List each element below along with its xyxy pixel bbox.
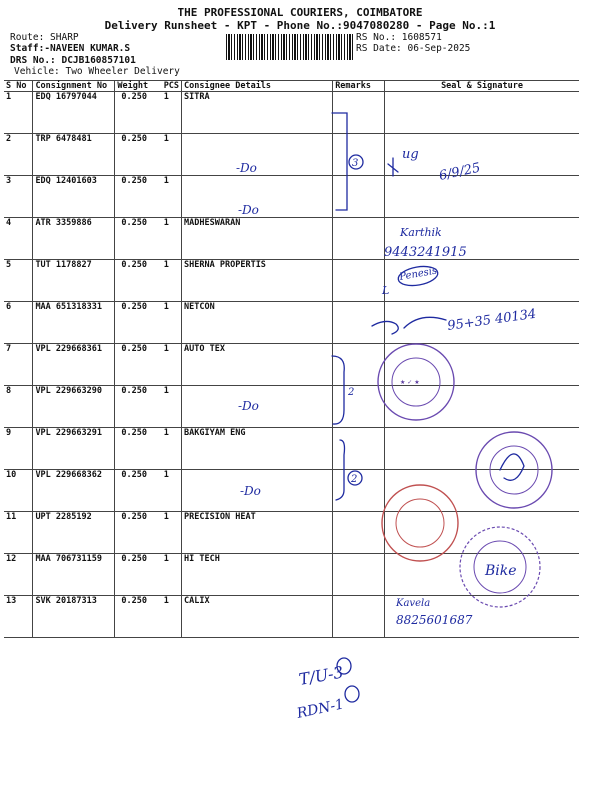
ditto-row-8: -Do <box>238 399 259 413</box>
row-pcs: 1 <box>162 260 182 302</box>
row-sno: 7 <box>4 344 33 386</box>
row-consignment-no: VPL 229663291 <box>33 428 115 470</box>
seal-bhagyam <box>476 432 552 508</box>
row-consignment-no: VPL 229663290 <box>33 386 115 428</box>
row-consignee: SHERNA PROPERTIS <box>182 260 333 302</box>
row-consignment-no: TUT 1178827 <box>33 260 115 302</box>
ditto-row-3: -Do <box>238 203 259 217</box>
signature-row-13-name: Kavela <box>396 598 431 609</box>
row-consignee: PRECISION HEAT <box>182 512 333 554</box>
row-weight: 0.250 <box>115 92 162 134</box>
row-weight: 0.250 <box>115 302 162 344</box>
row-sno: 12 <box>4 554 33 596</box>
row-sno: 3 <box>4 176 33 218</box>
row-pcs: 1 <box>162 470 182 512</box>
row-consignment-no: MAA 651318331 <box>33 302 115 344</box>
bracket-rows-7-8 <box>332 356 344 424</box>
row-sno: 2 <box>4 134 33 176</box>
row-weight: 0.250 <box>115 176 162 218</box>
signature-row-5: Penesis <box>398 265 438 283</box>
row-sno: 10 <box>4 470 33 512</box>
footer-tu: T/U-3 <box>297 662 345 689</box>
row-consignee: HI TECH <box>182 554 333 596</box>
ditto-row-10: -Do <box>240 484 261 498</box>
signature-row-13-phone: 8825601687 <box>396 613 473 627</box>
row-consignee: MADHESWARAN <box>182 218 333 260</box>
row-sno: 11 <box>4 512 33 554</box>
footer-rdn: RDN-1 <box>295 696 346 722</box>
vehicle-label: Vehicle: Two Wheeler Delivery <box>14 66 180 77</box>
row-sno: 13 <box>4 596 33 638</box>
row-pcs: 1 <box>162 92 182 134</box>
signature-mark-rows-1-3 <box>388 158 398 176</box>
row-weight: 0.250 <box>115 218 162 260</box>
row-pcs: 1 <box>162 386 182 428</box>
signature-row-12: Bike <box>485 563 517 579</box>
bracket-rows-9-10 <box>336 440 345 500</box>
bracket-count-3: 2 <box>351 474 358 485</box>
row-sno: 8 <box>4 386 33 428</box>
route-label: Route: SHARP <box>10 32 79 43</box>
row-pcs: 1 <box>162 134 182 176</box>
row-pcs: 1 <box>162 596 182 638</box>
row-weight: 0.250 <box>115 596 162 638</box>
col-remarks: Remarks <box>333 81 385 92</box>
row-consignment-no: EDQ 16797044 <box>33 92 115 134</box>
col-sno: S No <box>4 81 33 92</box>
row-sno: 1 <box>4 92 33 134</box>
row-consignment-no: VPL 229668361 <box>33 344 115 386</box>
row-pcs: 1 <box>162 218 182 260</box>
row-consignment-no: SVK 20187313 <box>33 596 115 638</box>
row-pcs: 1 <box>162 176 182 218</box>
signature-row-6: 95+35 40134 <box>446 306 538 334</box>
row-weight: 0.250 <box>115 428 162 470</box>
signature-row-4-phone: 9443241915 <box>384 245 467 260</box>
row-consignee: AUTO TEX <box>182 344 333 386</box>
row-weight: 0.250 <box>115 554 162 596</box>
rs-date: RS Date: 06-Sep-2025 <box>356 43 471 54</box>
row-consignee: BAKGIYAM ENG <box>182 428 333 470</box>
row-weight: 0.250 <box>115 512 162 554</box>
row-sno: 6 <box>4 302 33 344</box>
row-consignee: NETCON <box>182 302 333 344</box>
row-weight: 0.250 <box>115 260 162 302</box>
row-consignment-no: ATR 3359886 <box>33 218 115 260</box>
signature-rows-1-3-date: 6/9/25 <box>437 160 482 184</box>
row-consignment-no: MAA 706731159 <box>33 554 115 596</box>
row-sno: 9 <box>4 428 33 470</box>
signature-row-6-stroke <box>372 317 446 334</box>
row-pcs: 1 <box>162 344 182 386</box>
bracket-count-1: 3 <box>352 158 359 169</box>
signature-rows-1-3-initial: ug <box>402 147 419 162</box>
row-consignment-no: EDQ 12401603 <box>33 176 115 218</box>
bracket-rows-1-3 <box>332 113 347 210</box>
row-consignment-no: UPT 2285192 <box>33 512 115 554</box>
row-weight: 0.250 <box>115 344 162 386</box>
row-consignment-no: VPL 229668362 <box>33 470 115 512</box>
col-seal-signature: Seal & Signature <box>385 81 579 92</box>
ditto-row-2: -Do <box>236 161 257 175</box>
row-weight: 0.250 <box>115 386 162 428</box>
row-pcs: 1 <box>162 428 182 470</box>
document-subtitle: Delivery Runsheet - KPT - Phone No.:9047080280 - Page No.:1 <box>104 19 496 32</box>
row-weight: 0.250 <box>115 470 162 512</box>
col-consignment: Consignment No <box>33 81 115 92</box>
row-sno: 5 <box>4 260 33 302</box>
seal-precision-heat <box>382 485 458 561</box>
bracket-count-2: 2 <box>348 387 355 398</box>
col-consignee: Consignee Details <box>182 81 333 92</box>
row-pcs: 1 <box>162 554 182 596</box>
row-weight: 0.250 <box>115 134 162 176</box>
col-weight: Weight <box>115 81 162 92</box>
staff-label: Staff:-NAVEEN KUMAR.S <box>10 43 131 54</box>
row-sno: 4 <box>4 218 33 260</box>
row-consignee: SITRA <box>182 92 333 134</box>
row-pcs: 1 <box>162 512 182 554</box>
rs-number: RS No.: 1608571 <box>356 32 442 43</box>
col-pcs: PCS <box>162 81 182 92</box>
row-consignee: CALIX <box>182 596 333 638</box>
seal-autotex-text: ★ ✓ ★ <box>400 379 420 386</box>
row-consignment-no: TRP 6478481 <box>33 134 115 176</box>
signature-row-4-name: Karthik <box>400 226 442 239</box>
svg-text:L: L <box>382 284 390 297</box>
row-pcs: 1 <box>162 302 182 344</box>
document-title: THE PROFESSIONAL COURIERS, COIMBATORE <box>177 6 423 19</box>
drs-number: DRS No.: DCJB160857101 <box>10 55 136 66</box>
seal-autotex <box>378 344 454 420</box>
